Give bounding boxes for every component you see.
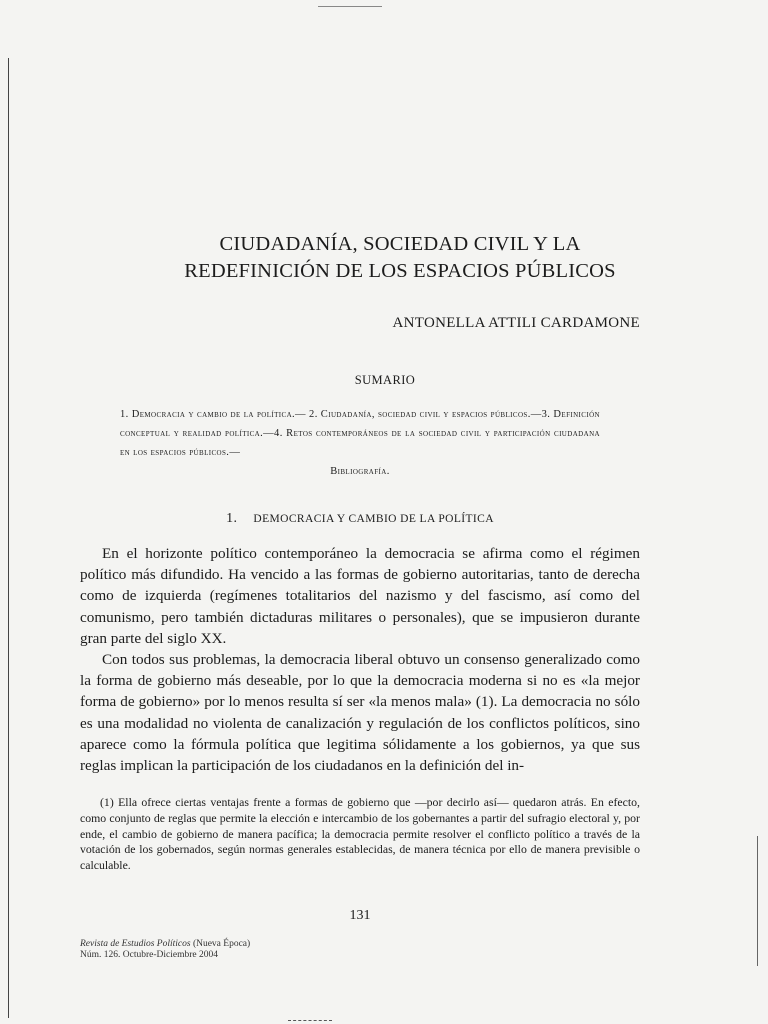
- page-number: 131: [349, 908, 371, 923]
- title-line-2: REDEFINICIÓN DE LOS ESPACIOS PÚBLICOS: [184, 260, 616, 282]
- journal-issue: Núm. 126. Octubre-Diciembre 2004: [80, 950, 218, 960]
- summary-contents: [120, 405, 600, 481]
- journal-edition: (Nueva Época): [192, 939, 251, 949]
- footnote-1: (1) Ella ofrece ciertas ventajas frente a formas de gobierno que —por decirlo así— quedaron atrás. En efecto, como conjunto de reglas que permite la elección e intercambio de los gobernantes a partir del sufragio electoral y, por ende, el cambio de gobierno de manera pacífica; la democracia permite resolver el conflicto político a través de la votación de los gobernados, según normas generales establecidas, de manera técnica por ello de manera previsible o calculable.: [80, 795, 640, 873]
- author-name: ANTONELLA ATTILI CARDAMONE: [392, 315, 640, 331]
- body-paragraph-1: En el horizonte político contemporáneo la democracia se afirma como el régimen político más difundido. Ha vencido a las formas de gobierno autoritarias, tanto de derecha como de izquierda (regímenes totalitarios del nazismo y del fascismo, así como del comunismo, pero también dictaduras militares o personales), que se impusieron durante gran parte del siglo XX.: [80, 545, 640, 647]
- page-edge-right: [757, 836, 758, 966]
- journal-title-line: [80, 939, 400, 950]
- section-title: DEMOCRACIA Y CAMBIO DE LA POLÍTICA: [253, 513, 494, 525]
- section-heading: [120, 511, 600, 527]
- summary-last-item: Bibliografía.: [330, 466, 390, 477]
- footnote: [80, 795, 640, 874]
- section-number: 1.: [226, 511, 238, 526]
- summary-heading: SUMARIO: [354, 373, 416, 387]
- summary-text: 1. Democracia y cambio de la política.— 2. Ciudadanía, sociedad civil y espacios públicos.—3. Definición conceptual y realidad política.—4. Retos contemporáneos de la sociedad civil y participación ciudadana en los espacios públicos.—: [120, 409, 600, 458]
- article-title: [60, 231, 740, 285]
- scan-mark-top: [318, 6, 382, 7]
- scan-mark-bottom: [288, 1020, 332, 1022]
- journal-name: Revista de Estudios Políticos: [80, 939, 191, 949]
- body-text: [80, 543, 640, 776]
- title-line-1: CIUDADANÍA, SOCIEDAD CIVIL Y LA: [219, 233, 581, 255]
- page-edge-left: [8, 58, 9, 1018]
- journal-info: [80, 939, 400, 961]
- body-paragraph-2: Con todos sus problemas, la democracia liberal obtuvo un consenso generalizado como la forma de gobierno más deseable, por lo que la democracia moderna si no es «la mejor forma de gobierno» por lo menos resulta sí ser «la menos mala» (1). La democracia no sólo es una modalidad no violenta de canalización y regulación de los conflictos políticos, sino aparece como la fórmula política que legitima sólidamente a los gobiernos, ya que sus reglas implican la participación de los ciudadanos en la definición del in-: [80, 651, 640, 775]
